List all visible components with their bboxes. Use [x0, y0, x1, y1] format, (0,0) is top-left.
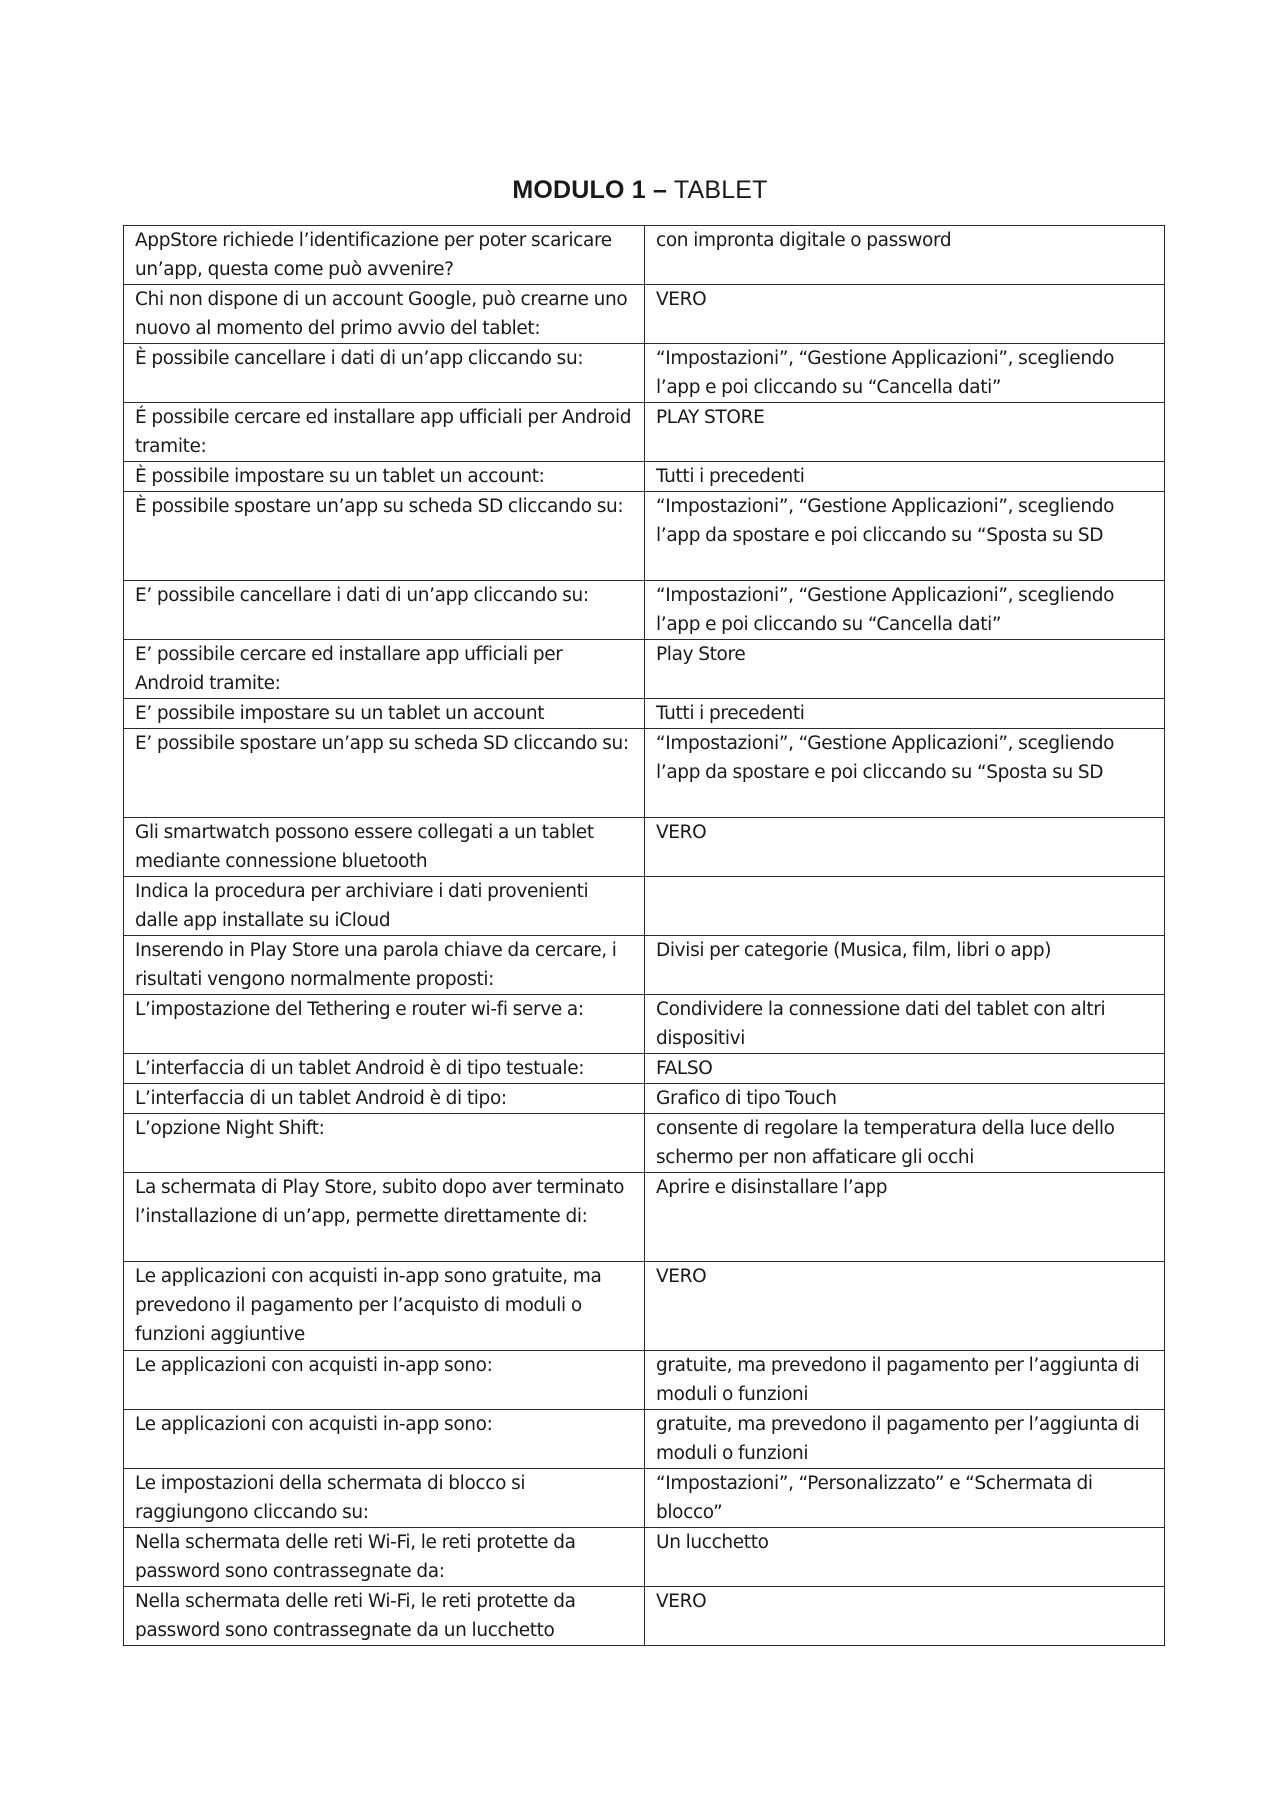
qa-table — [123, 225, 1165, 1646]
question-cell: È possibile impostare su un tablet un account: — [124, 462, 645, 492]
question-cell: Le applicazioni con acquisti in-app sono: — [124, 1351, 645, 1410]
table-row — [124, 936, 1165, 995]
table-row — [124, 877, 1165, 936]
answer-cell: consente di regolare la temperatura della luce dello schermo per non affaticare gli occhi — [645, 1114, 1165, 1173]
answer-cell: VERO — [645, 285, 1165, 344]
question-cell: Gli smartwatch possono essere collegati a un tablet mediante connessione bluetooth — [124, 818, 645, 877]
question-cell: AppStore richiede l’identificazione per poter scaricare un’app, questa come può avvenire? — [124, 226, 645, 285]
answer-cell: gratuite, ma prevedono il pagamento per l’aggiunta di moduli o funzioni — [645, 1351, 1165, 1410]
answer-cell: “Impostazioni”, “Personalizzato” e “Schermata di blocco” — [645, 1469, 1165, 1528]
answer-cell: Tutti i precedenti — [645, 699, 1165, 729]
question-cell: Le applicazioni con acquisti in-app sono gratuite, ma prevedono il pagamento per l’acquisto di moduli o funzioni aggiuntive — [124, 1262, 645, 1351]
question-cell: Inserendo in Play Store una parola chiave da cercare, i risultati vengono normalmente proposti: — [124, 936, 645, 995]
question-cell: L’opzione Night Shift: — [124, 1114, 645, 1173]
answer-cell: Tutti i precedenti — [645, 462, 1165, 492]
answer-cell: “Impostazioni”, “Gestione Applicazioni”, scegliendo l’app da spostare e poi cliccando su “Sposta su SD — [645, 729, 1165, 818]
table-row — [124, 640, 1165, 699]
answer-cell: Play Store — [645, 640, 1165, 699]
question-cell: E’ possibile spostare un’app su scheda SD cliccando su: — [124, 729, 645, 818]
answer-cell: gratuite, ma prevedono il pagamento per l’aggiunta di moduli o funzioni — [645, 1410, 1165, 1469]
answer-cell — [645, 877, 1165, 936]
page-title — [0, 176, 1280, 205]
answer-cell: FALSO — [645, 1054, 1165, 1084]
answer-cell: Divisi per categorie (Musica, film, libri o app) — [645, 936, 1165, 995]
table-row — [124, 1114, 1165, 1173]
question-cell: L’interfaccia di un tablet Android è di tipo: — [124, 1084, 645, 1114]
table-row — [124, 1054, 1165, 1084]
table-row — [124, 1587, 1165, 1646]
question-cell: É possibile cercare ed installare app ufficiali per Android tramite: — [124, 403, 645, 462]
question-cell: Le applicazioni con acquisti in-app sono: — [124, 1410, 645, 1469]
question-cell: L’interfaccia di un tablet Android è di tipo testuale: — [124, 1054, 645, 1084]
answer-cell: “Impostazioni”, “Gestione Applicazioni”, scegliendo l’app da spostare e poi cliccando su “Sposta su SD — [645, 492, 1165, 581]
answer-cell: con impronta digitale o password — [645, 226, 1165, 285]
table-row — [124, 995, 1165, 1054]
table-row — [124, 729, 1165, 818]
answer-cell: VERO — [645, 818, 1165, 877]
question-cell: E’ possibile impostare su un tablet un account — [124, 699, 645, 729]
answer-cell: VERO — [645, 1587, 1165, 1646]
answer-cell: PLAY STORE — [645, 403, 1165, 462]
table-row — [124, 492, 1165, 581]
table-row — [124, 1262, 1165, 1351]
table-row — [124, 1084, 1165, 1114]
table-row — [124, 581, 1165, 640]
table-row — [124, 818, 1165, 877]
table-row — [124, 1410, 1165, 1469]
table-row — [124, 226, 1165, 285]
question-cell: La schermata di Play Store, subito dopo aver terminato l’installazione di un’app, permette direttamente di: — [124, 1173, 645, 1262]
question-cell: Chi non dispone di un account Google, può crearne uno nuovo al momento del primo avvio del tablet: — [124, 285, 645, 344]
answer-cell: VERO — [645, 1262, 1165, 1351]
table-row — [124, 344, 1165, 403]
table-row — [124, 462, 1165, 492]
question-cell: Indica la procedura per archiviare i dati provenienti dalle app installate su iCloud — [124, 877, 645, 936]
page-title-module: MODULO 1 – — [512, 176, 668, 204]
question-cell: Le impostazioni della schermata di blocco si raggiungono cliccando su: — [124, 1469, 645, 1528]
table-row — [124, 1173, 1165, 1262]
question-cell: E’ possibile cercare ed installare app ufficiali per Android tramite: — [124, 640, 645, 699]
answer-cell: “Impostazioni”, “Gestione Applicazioni”, scegliendo l’app e poi cliccando su “Cancella dati” — [645, 344, 1165, 403]
page-title-subject: TABLET — [667, 176, 768, 204]
answer-cell: “Impostazioni”, “Gestione Applicazioni”, scegliendo l’app e poi cliccando su “Cancella dati” — [645, 581, 1165, 640]
table-row — [124, 699, 1165, 729]
question-cell: Nella schermata delle reti Wi-Fi, le reti protette da password sono contrassegnate da: — [124, 1528, 645, 1587]
answer-cell: Aprire e disinstallare l’app — [645, 1173, 1165, 1262]
question-cell: E’ possibile cancellare i dati di un’app cliccando su: — [124, 581, 645, 640]
table-row — [124, 1528, 1165, 1587]
answer-cell: Un lucchetto — [645, 1528, 1165, 1587]
table-row — [124, 285, 1165, 344]
table-row — [124, 1469, 1165, 1528]
question-cell: È possibile cancellare i dati di un’app cliccando su: — [124, 344, 645, 403]
question-cell: L’impostazione del Tethering e router wi-fi serve a: — [124, 995, 645, 1054]
question-cell: Nella schermata delle reti Wi-Fi, le reti protette da password sono contrassegnate da un lucchetto — [124, 1587, 645, 1646]
table-row — [124, 1351, 1165, 1410]
answer-cell: Grafico di tipo Touch — [645, 1084, 1165, 1114]
question-cell: È possibile spostare un’app su scheda SD cliccando su: — [124, 492, 645, 581]
answer-cell: Condividere la connessione dati del tablet con altri dispositivi — [645, 995, 1165, 1054]
table-row — [124, 403, 1165, 462]
